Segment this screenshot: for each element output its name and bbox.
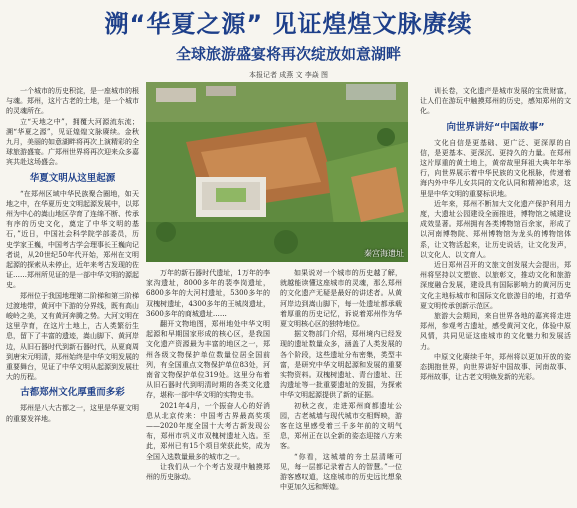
- byline: 本报记者 成燕 文 李焱 图: [249, 71, 328, 79]
- column-2: [146, 268, 270, 508]
- paragraph: 初秋之夜，走进郑州商都遗址公园，古老城墙与现代城市交相辉映，游客在这里感受着三千多年前的文明气息，郑州正在以全新的姿态迎接八方来客。: [280, 401, 402, 451]
- column-4: [420, 86, 571, 508]
- paragraph: 郑州位于我国地理第二阶梯和第三阶梯过渡地带，黄河中下游的分界线，既有高山峻岭之美，又有黄河奔腾之势。大河文明在这里孕育，在这片土地上，古人类繁衍生息，留下了丰富的遗迹，嵩山脚下、黄河岸边，从旧石器时代到新石器时代，从夏商周到唐宋元明清，郑州始终是中华文明发展的重要舞台，见证了中华文明从起源到发展壮大的历程。: [6, 291, 139, 382]
- paragraph: 翻开文物地图，郑州地处中华文明起源和早期国家形成的核心区，是我国文化遗产资源最为丰富的地区之一，郑州各级文物保护单位数量位居全国前列，有全国重点文物保护单位83处，河南省文物保护单位319处。这里分布着从旧石器时代到明清时期的各类文化遗存，堪称一部中华文明的实物史书。: [146, 320, 270, 400]
- section-heading-origins: 华夏文明从这里起源: [29, 172, 116, 184]
- paragraph: 旅游大会期间，来自世界各地的嘉宾将走进郑州，参观考古遗址，感受黄河文化，体验中原风情，共同见证这座城市的文化魅力和发展活力。: [420, 312, 571, 351]
- image-caption: 秦宫海遗址: [364, 249, 404, 258]
- column-3: [280, 268, 402, 508]
- paragraph: 如果说对一个城市的历史越了解，就越能读懂这座城市的灵魂，那么郑州的文化遗产无疑是最好的讲述者。从黄河岸边到嵩山脚下，每一处遗址都承载着厚重的历史记忆，诉说着郑州作为华夏文明核心区的独特地位。: [280, 269, 402, 329]
- paragraph: “在郑州区域中华民族聚合圈地，如天地之中，在华夏历史文明起源发展中，以郑州为中心的嵩山地区孕育了连绵不断、传承有序的历史文化，奠定了中华文明的基石，”近日，中国社会科学院学部委员，历史学家王巍，中国考古学会理事长王巍向记者说，从20世纪50年代开始，郑州在文明起源的探索从未停止，近年来考古发现的佐证……郑州所见证的是一部中华文明的源起史。: [6, 189, 139, 290]
- subheadline: 全球旅游盛宴将再次绽放如意湖畔: [175, 45, 401, 63]
- paragraph: 文化自信是更基础、更广泛、更深厚的自信，是更基本、更深沉、更持久的力量。在郑州这片厚重的黄土地上，黄帝故里拜祖大典年年举行，向世界展示着中华民族的文化根脉，传递着海内外中华儿女共同的文化认同和精神追求，这里是中华文明的重要标识地。: [420, 138, 571, 198]
- site-photo: [146, 82, 408, 262]
- paragraph: 让我们从一个个考古发现中触摸郑州的历史脉动。: [146, 462, 270, 482]
- paragraph: “你看，这城墙的夯土层清晰可见，每一层都记录着古人的智慧。”一位游客感叹道，这座城市的历史远比想象中更加久远和辉煌。: [280, 452, 402, 492]
- paragraph: 近年来，郑州不断加大文化遗产保护利用力度，大遗址公园建设全面推进，博物馆之城建设成效显著。郑州拥有各类博物馆百余家，形成了以河南博物院、郑州博物馆为龙头的博物馆体系，让文物活起来，让历史说话，让文化发声，以文化人、以文育人。: [420, 199, 571, 259]
- paragraph: 近日郑州召开的文旅文创发展大会提出，郑州将坚持以文塑旅、以旅彰文，推动文化和旅游深度融合发展，建设具有国际影响力的黄河历史文化主地标城市和国际文化旅游目的地，打造华夏文明传承创新示范区。: [420, 261, 571, 310]
- aerial-photo-illustration: [146, 82, 408, 262]
- paragraph: 据文物部门介绍，郑州境内已经发现的遗址数量众多，涵盖了人类发展的各个阶段，这些遗址分布密集，类型丰富，是研究中华文明起源和发展的重要实物资料。双槐树遗址、青台遗址、汪沟遗址等一批重要遗址的发掘，为探索中华文明起源提供了新的证据。: [280, 330, 402, 400]
- headline: 溯“华夏之源” 见证煌煌文脉赓续: [104, 10, 473, 38]
- paragraph: 2021年4月，一个振奋人心的好消息从北京传来：中国考古界最高奖项——2020年度全国十大考古新发现公布，郑州市巩义市双槐树遗址入选。至此，郑州已有15个项目荣获此奖，成为全国入选数量最多的城市之一。: [146, 401, 270, 461]
- paragraph: 立“天地之中”，拥覆大河源流东流；溯“华夏之源”，见证煌煌文脉赓续。金秋九月，美丽的如意湖畔将再次上演精彩的全球旅游盛宴。广郑州世界将再次迎来众多嘉宾共赴这场盛会。: [6, 117, 139, 167]
- section-heading-china-story: 向世界讲好“中国故事”: [446, 121, 545, 133]
- section-heading-ancient-capital: 古都郑州文化厚重而多彩: [20, 387, 125, 399]
- column-1: [6, 86, 139, 508]
- paragraph: 万年的新石器时代遗址，1万年的李家沟遗址，8000多年的裴李岗遗址，6800多年的大河村遗址，5300多年的双槐树遗址，4300多年的王城岗遗址，3600多年的商城遗址……: [146, 269, 270, 318]
- paragraph: 中原文化赓续千年，郑州将以更加开放的姿态拥抱世界，向世界讲好中国故事、河南故事、郑州故事，让古老文明焕发新的光彩。: [420, 352, 571, 382]
- paragraph: 训长卷，文化遗产是城市发展的宝贵财富，让人们在游玩中触摸郑州的历史，感知郑州的文化。: [420, 87, 571, 116]
- paragraph: 一个城市的历史积淀，是一座城市的根与魂。郑州，这片古老的土地，是一个城市的灵魂所在。: [6, 87, 139, 116]
- paragraph: 郑州是八大古都之一，这里是华夏文明的重要发祥地。: [6, 404, 139, 423]
